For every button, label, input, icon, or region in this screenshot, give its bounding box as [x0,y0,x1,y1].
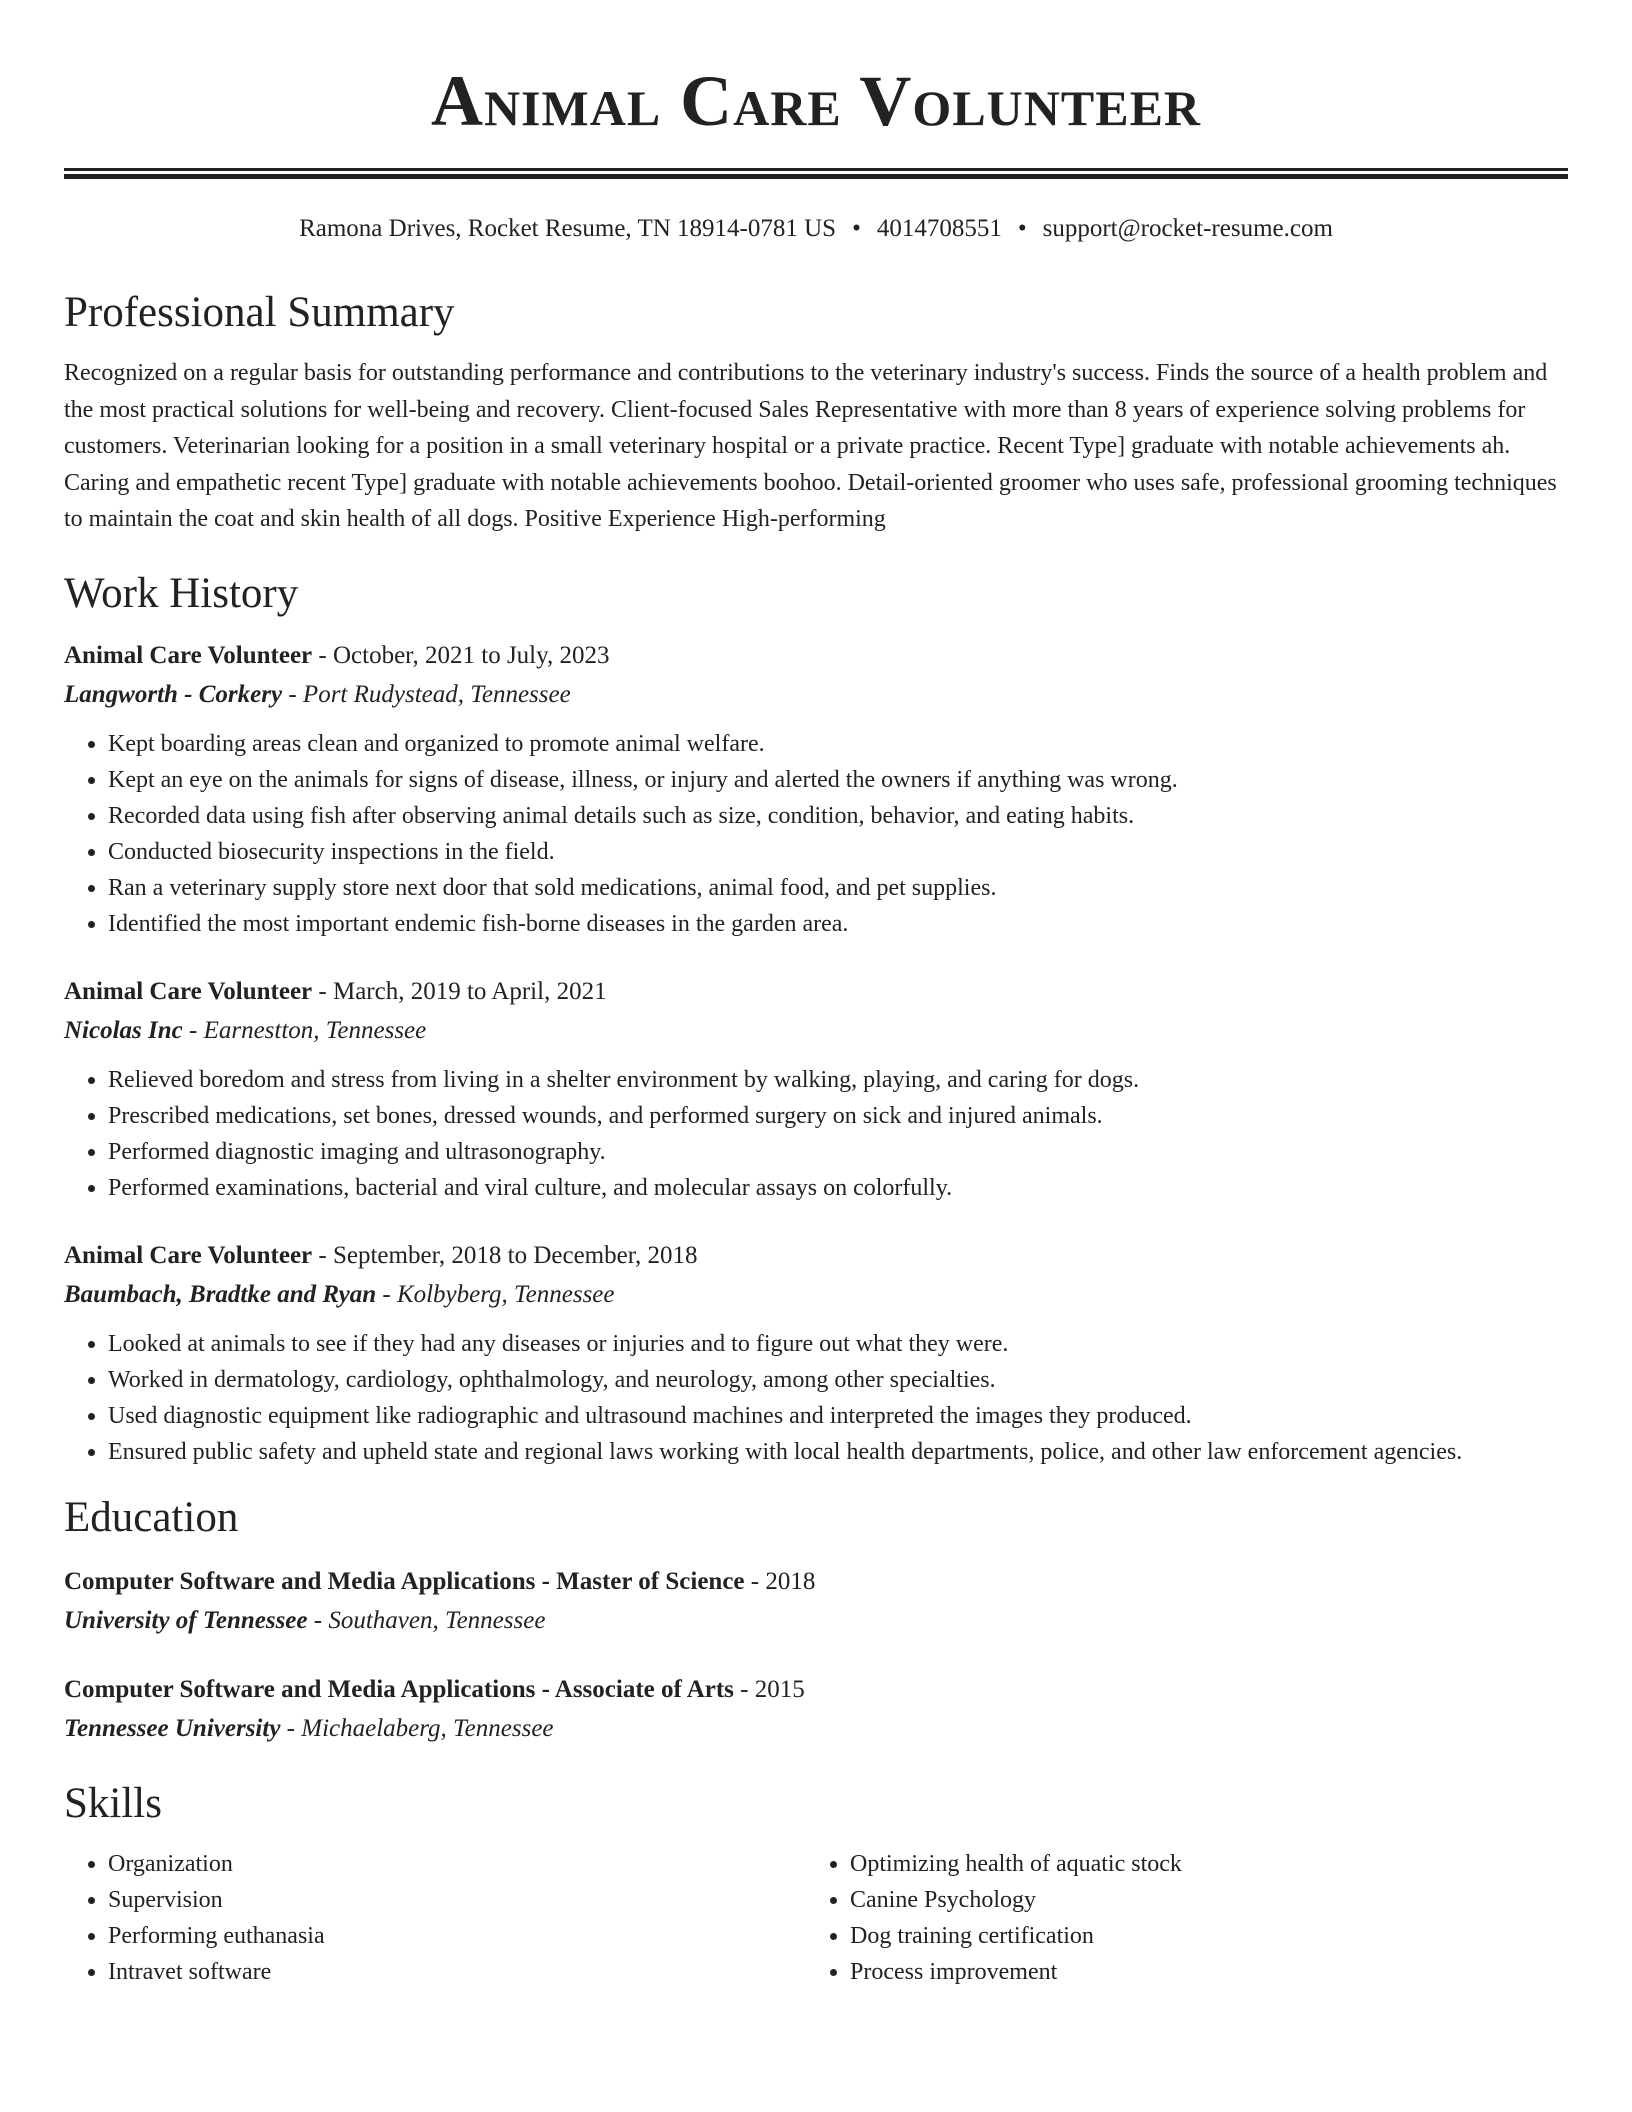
education-degree: Computer Software and Media Applications - Associate of Arts [64,1675,734,1703]
list-item: • Supervision [108,1882,806,1918]
job-header: Animal Care Volunteer - March, 2019 to April, 2021 [64,977,607,1005]
contact-email: support@rocket-resume.com [1042,215,1333,242]
list-item: • Performed examinations, bacterial and viral culture, and molecular assays on colorfully. [108,1170,1568,1206]
list-item: • Kept boarding areas clean and organized to promote animal welfare. [108,726,1568,762]
list-item: • Looked at animals to see if they had any diseases or injuries and to figure out what they were. [108,1326,1568,1362]
job-dates: October, 2021 to July, 2023 [332,641,610,669]
job-bullets [64,1062,1568,1206]
list-item: • Performing euthanasia [108,1918,806,1954]
job-entry [64,1236,1568,1470]
contact-separator: • [852,215,861,242]
education-degree: Computer Software and Media Applications - Master of Science [64,1567,745,1595]
job-role: Animal Care Volunteer [64,1241,313,1269]
list-item: • Recorded data using fish after observing animal details such as size, condition, behavior, and eating habits. [108,798,1568,834]
education-school-line: University of Tennessee - Southaven, Tennessee [64,1606,546,1634]
job-dates: March, 2019 to April, 2021 [332,977,607,1005]
job-company-line: Langworth - Corkery - Port Rudystead, Tennessee [64,680,571,708]
job-location: Kolbyberg, Tennessee [396,1280,615,1308]
job-header: Animal Care Volunteer - September, 2018 to December, 2018 [64,1241,698,1269]
skills-heading: Skills [64,1779,162,1827]
list-item: • Relieved boredom and stress from living in a shelter environment by walking, playing, and caring for dogs. [108,1062,1568,1098]
education-year: 2015 [754,1675,805,1703]
education-school-line: Tennessee University - Michaelaberg, Tennessee [64,1714,554,1742]
education-entry [64,1562,1568,1640]
list-item: • Process improvement [850,1954,1548,1990]
list-item: • Identified the most important endemic fish-borne diseases in the garden area. [108,906,1568,942]
list-item: • Ensured public safety and upheld state and regional laws working with local health departments, police, and other law enforcement agencies. [108,1434,1568,1470]
education-school: University of Tennessee [64,1606,308,1634]
education-location: Southaven, Tennessee [328,1606,546,1634]
list-item: • Kept an eye on the animals for signs of disease, illness, or injury and alerted the owners if anything was wrong. [108,762,1568,798]
resume-title: Animal Care Volunteer [430,61,1202,141]
education-school: Tennessee University [64,1714,281,1742]
job-entry [64,972,1568,1206]
job-location: Port Rudystead, Tennessee [302,680,571,708]
list-item: • Optimizing health of aquatic stock [850,1846,1548,1882]
list-item: • Performed diagnostic imaging and ultrasonography. [108,1134,1568,1170]
job-company: Baumbach, Bradtke and Ryan [64,1280,377,1308]
contact-separator: • [1017,215,1027,242]
education-heading: Education [64,1493,239,1541]
title-divider [64,168,1568,179]
contact-address: Ramona Drives, Rocket Resume, TN 18914-0781 US [299,215,837,242]
job-company-line: Nicolas Inc - Earnestton, Tennessee [64,1016,427,1044]
job-bullets [64,726,1568,942]
job-company: Nicolas Inc [64,1016,183,1044]
job-role: Animal Care Volunteer [64,977,313,1005]
list-item: • Worked in dermatology, cardiology, ophthalmology, and neurology, among other specialties. [108,1362,1568,1398]
job-company: Langworth - Corkery [64,680,283,708]
list-item: • Used diagnostic equipment like radiographic and ultrasound machines and interpreted the images they produced. [108,1398,1568,1434]
job-bullets [64,1326,1568,1470]
list-item: • Organization [108,1846,806,1882]
skills-column-right [806,1846,1548,1990]
list-item: • Dog training certification [850,1918,1548,1954]
education-header: Computer Software and Media Applications - Master of Science - 2018 [64,1567,816,1595]
education-location: Michaelaberg, Tennessee [301,1714,554,1742]
education-header: Computer Software and Media Applications - Associate of Arts - 2015 [64,1675,805,1703]
education-year: 2018 [765,1567,816,1595]
job-entry [64,636,1568,942]
contact-line [64,213,1568,245]
skills-column-left [64,1846,806,1990]
list-item: • Ran a veterinary supply store next door that sold medications, animal food, and pet supplies. [108,870,1568,906]
list-item: • Prescribed medications, set bones, dressed wounds, and performed surgery on sick and injured animals. [108,1098,1568,1134]
contact-phone: 4014708551 [876,215,1002,242]
list-item: • Conducted biosecurity inspections in the field. [108,834,1568,870]
list-item: • Canine Psychology [850,1882,1548,1918]
summary-heading: Professional Summary [64,289,455,336]
summary-text: Recognized on a regular basis for outstanding performance and contributions to the veterinary industry's success. Finds the source of a health problem and the most practical solutions for well-being and recovery. Client-focused Sales Representative with more than 8 years of experience solving problems for customers. Veterinarian looking for a position in a small veterinary hospital or a private practice. Recent Type] graduate with notable achievements ah. Caring and empathetic recent Type] graduate with notable achievements boohoo. Detail-oriented groomer who uses safe, professional grooming techniques to maintain the coat and skin health of all dogs. Positive Experience High-performing [64,360,1557,532]
work-history-heading: Work History [64,569,299,617]
job-location: Earnestton, Tennessee [203,1016,427,1044]
job-company-line: Baumbach, Bradtke and Ryan - Kolbyberg, Tennessee [64,1280,615,1308]
list-item: • Intravet software [108,1954,806,1990]
skills-list [64,1846,1568,1990]
job-header: Animal Care Volunteer - October, 2021 to July, 2023 [64,641,610,669]
job-role: Animal Care Volunteer [64,641,313,669]
education-entry [64,1670,1568,1748]
job-dates: September, 2018 to December, 2018 [332,1241,698,1269]
